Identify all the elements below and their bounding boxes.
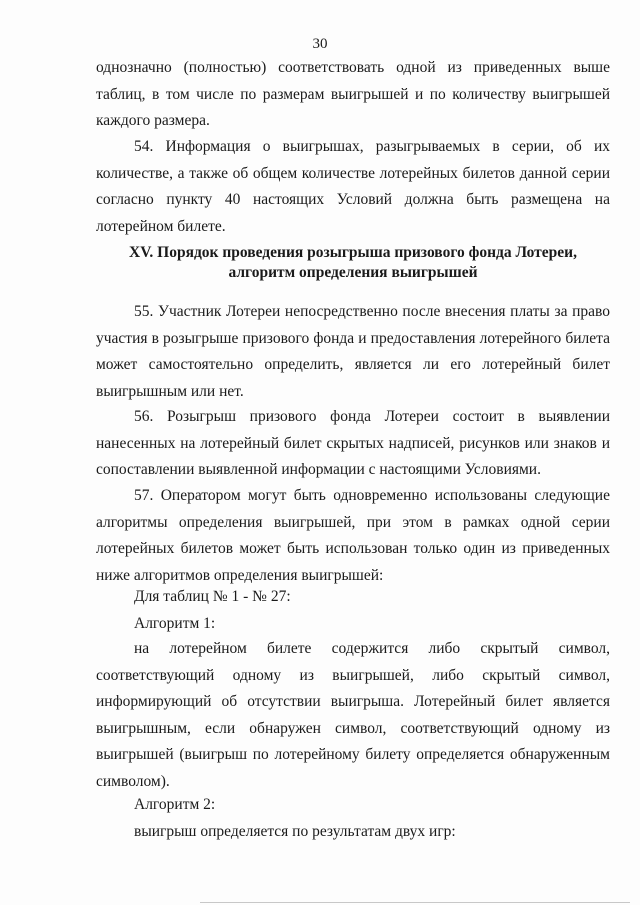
algorithm-2-label: Алгоритм 2: [134,796,216,813]
page-number: 30 [312,36,328,52]
algorithm-1-label: Алгоритм 1: [134,615,216,632]
tables-label: Для таблиц № 1 - № 27: [134,588,291,605]
section-heading [96,243,610,283]
scan-edge-line [200,902,630,903]
algorithm-1-text: на лотерейном билете содержится либо скрытый символ, соответствующий одному из выигрышей, либо скрытый символ, информирующий об отсутствии выигрыша. Лотерейный билет является выигрышным, если обнаружен символ, соответствующий одному из выигрышей (выигрыш по лотерейному билету определяется обнаруженным символом). [96,640,610,790]
algorithm-2-text: выигрыш определяется по результатам двух игр: [134,823,456,840]
section-heading-line-1: XV. Порядок проведения розыгрыша призового фонда Лотереи, [129,244,577,261]
section-heading-line-2: алгоритм определения выигрышей [228,264,478,281]
paragraph-continuation: однозначно (полностью) соответствовать одной из приведенных выше таблиц, в том числе по размерам выигрышей и по количеству выигрышей каждого размера. [96,59,610,129]
paragraph-56: 56. Розыгрыш призового фонда Лотереи состоит в выявлении нанесенных на лотерейный билет скрытых надписей, рисунков или знаков и сопоставлении выявленной информации с настоящими Условиями. [96,408,610,478]
paragraph-55: 55. Участник Лотереи непосредственно после внесения платы за право участия в розыгрыше призового фонда и предоставления лотерейного билета может самостоятельно определить, является ли его лотерейный билет выигрышным или нет. [96,303,610,400]
paragraph-57: 57. Оператором могут быть одновременно использованы следующие алгоритмы определения выигрышей, при этом в рамках одной серии лотерейных билетов может быть использован только один из приведенных ниже алгоритмов определения выигрышей: [96,487,610,584]
paragraph-54: 54. Информация о выигрышах, разыгрываемых в серии, об их количестве, а также об общем количестве лотерейных билетов данной серии согласно пункту 40 настоящих Условий должна быть размещена на лотерейном билете. [96,138,610,235]
